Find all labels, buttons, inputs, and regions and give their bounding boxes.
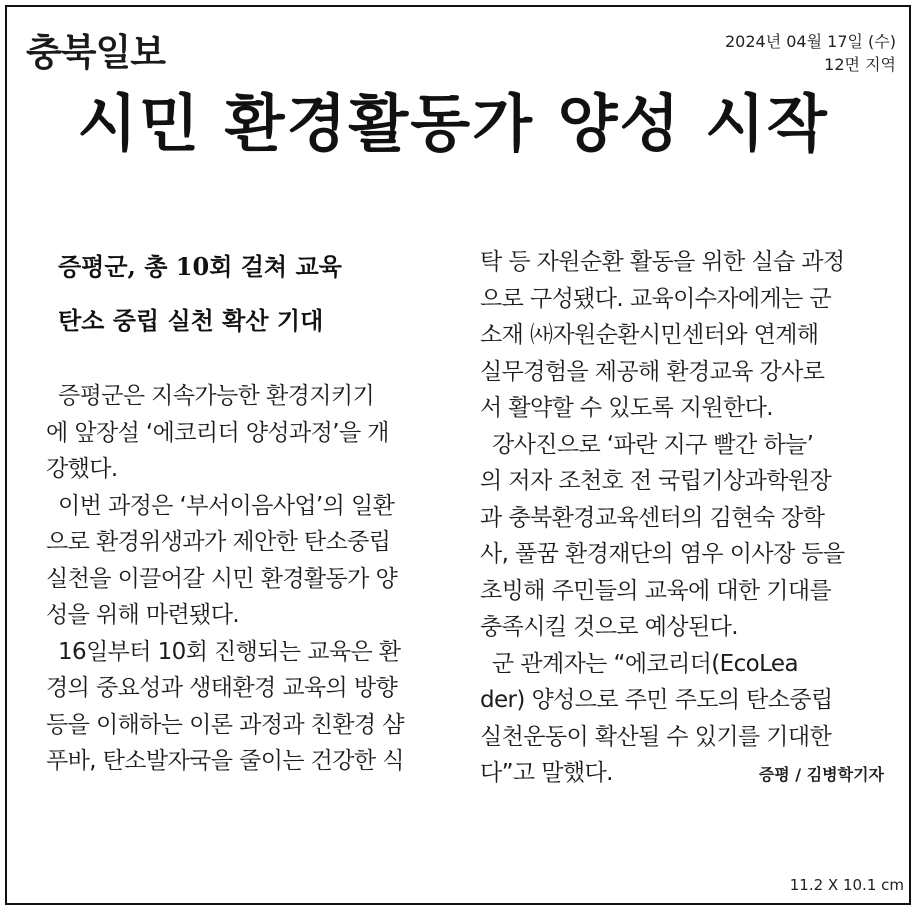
body-line: 강했다.: [46, 456, 118, 482]
subheading-1: 증평군, 총 10회 걸쳐 교육: [58, 252, 342, 281]
newspaper-name: 충북일보: [26, 31, 165, 74]
publication-date: 2024년 04월 17일 (수): [724, 32, 896, 51]
body-line: 에 앞장설 ‘에코리더 양성과정’을 개: [46, 419, 389, 446]
body-line: 16일부터 10회 진행되는 교육은 환: [58, 638, 401, 665]
byline: 증평 / 김병학기자: [758, 765, 884, 784]
body-line: 서 활약할 수 있도록 지원한다.: [480, 395, 773, 421]
body-line: 성을 위해 마련됐다.: [46, 602, 240, 628]
body-line: 사, 풀꿈 환경재단의 염우 이사장 등을: [480, 541, 845, 567]
body-line: 과 충북환경교육센터의 김현숙 장학: [480, 504, 825, 531]
headline: 시민 환경활동가 양성 시작: [77, 87, 829, 160]
body-line: 실무경험을 제공해 환경교육 강사로: [480, 358, 825, 385]
body-line: 으로 환경위생과가 제안한 탄소중립: [46, 529, 391, 555]
subheadings: [58, 240, 446, 348]
body-line: 실천을 이끌어갈 시민 환경활동가 양: [46, 565, 398, 592]
body-line: 강사진으로 ‘파란 지구 빨간 하늘’: [492, 431, 814, 458]
body-line: 소재 ㈔자원순환시민센터와 연계해: [480, 322, 819, 348]
body-line: der) 양성으로 주민 주도의 탄소중립: [480, 687, 833, 713]
body-line: 으로 구성됐다. 교육이수자에게는 군: [480, 285, 832, 312]
publication-meta: [725, 30, 896, 76]
body-line: 의 저자 조천호 전 국립기상과학원장: [480, 468, 832, 494]
article-column-right: [480, 244, 884, 794]
body-line: 충족시킬 것으로 예상된다.: [480, 614, 738, 640]
body-line-last: [480, 755, 884, 792]
body-line: 초빙해 주민들의 교육에 대한 기대를: [480, 577, 832, 604]
body-line: 경의 중요성과 생태환경 교육의 방향: [46, 675, 398, 701]
body-line-text: 다”고 말했다.: [480, 760, 613, 786]
article-column-left: [46, 240, 446, 780]
clip-size: 11.2 X 10.1 cm: [789, 876, 904, 894]
body-line: 이번 과정은 ‘부서이음사업’의 일환: [58, 492, 395, 519]
subheading-2: 탄소 중립 실천 확산 기대: [58, 306, 324, 335]
body-line: 실천운동이 확산될 수 있기를 기대한: [480, 723, 832, 750]
page-section: 12면 지역: [824, 55, 896, 74]
body-line: 군 관계자는 “에코리더(EcoLea: [492, 650, 798, 677]
body-line: 탁 등 자원순환 활동을 위한 실습 과정: [480, 249, 845, 275]
body-line: 푸바, 탄소발자국을 줄이는 건강한 식: [46, 748, 404, 774]
body-line: 등을 이해하는 이론 과정과 친환경 샴: [46, 711, 404, 738]
body-line: 증평군은 지속가능한 환경지키기: [58, 383, 375, 409]
